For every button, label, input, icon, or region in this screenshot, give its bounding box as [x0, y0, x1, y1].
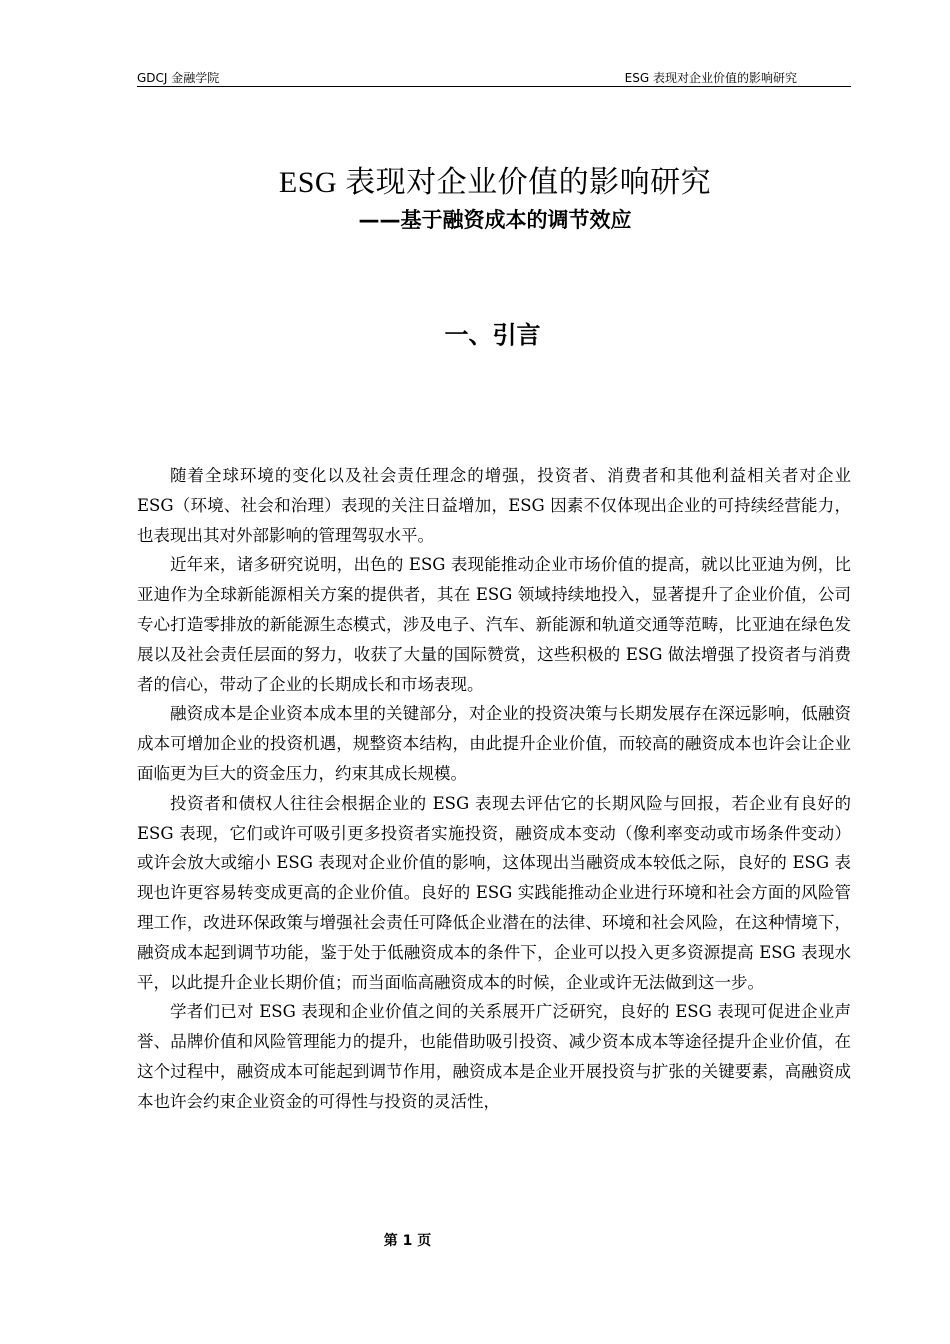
document-title: ESG 表现对企业价值的影响研究: [278, 166, 712, 199]
section-heading-introduction: 一、引言: [444, 321, 541, 349]
page-number: 第 1 页: [383, 1233, 432, 1249]
page-header: [137, 66, 851, 87]
paragraph: 融资成本是企业资本成本里的关键部分，对企业的投资决策与长期发展存在深远影响，低融资成本可增加企业的投资机遇，规整资本结构，由此提升企业价值，而较高的融资成本也许会让企业面临更为巨大的资金压力，约束其成长规模。: [137, 704, 851, 783]
paragraph: 随着全球环境的变化以及社会责任理念的增强，投资者、消费者和其他利益相关者对企业 ESG（环境、社会和治理）表现的关注日益增加，ESG 因素不仅体现出企业的可持续经营能力，也表现出其对外部影响的管理驾驭水平。: [137, 466, 851, 545]
paragraph: 投资者和债权人往往会根据企业的 ESG 表现去评估它的长期风险与回报，若企业有良好的 ESG 表现，它们或许可吸引更多投资者实施投资，融资成本变动（像利率变动或市场条件变动）或许会放大或缩小 ESG 表现对企业价值的影响，这体现出当融资成本较低之际，良好的 ESG 表现也许更容易转变成更高的企业价值。良好的 ESG 实践能推动企业进行环境和社会方面的风险管理工作，改进环保政策与增强社会责任可降低企业潜在的法律、环境和社会风险，在这种情境下，融资成本起到调节功能，鉴于处于低融资成本的条件下，企业可以投入更多资源提高 ESG 表现水平，以此提升企业长期价值；而当面临高融资成本的时候，企业或许无法做到这一步。: [137, 793, 851, 992]
paragraph: 学者们已对 ESG 表现和企业价值之间的关系展开广泛研究，良好的 ESG 表现可促进企业声誉、品牌价值和风险管理能力的提升，也能借助吸引投资、减少资本成本等途径提升企业价值，在这个过程中，融资成本可能起到调节作用，融资成本是企业开展投资与扩张的关键要素，高融资成本也许会约束企业资金的可得性与投资的灵活性，: [137, 1002, 851, 1111]
header-institution: GDCJ 金融学院: [137, 71, 220, 85]
body-text: [137, 461, 851, 1117]
paragraph: 近年来，诸多研究说明，出色的 ESG 表现能推动企业市场价值的提高，就以比亚迪为例，比亚迪作为全球新能源相关方案的提供者，其在 ESG 领域持续地投入，显著提升了企业价值，公司专心打造零排放的新能源生态模式，涉及电子、汽车、新能源和轨道交通等范畴，比亚迪在绿色发展以及社会责任层面的努力，收获了大量的国际赞赏，这些积极的 ESG 做法增强了投资者与消费者的信心，带动了企业的长期成长和市场表现。: [137, 555, 851, 694]
header-paper-title: ESG 表现对企业价值的影响研究: [624, 71, 797, 85]
document-subtitle: ——基于融资成本的调节效应: [358, 208, 632, 232]
